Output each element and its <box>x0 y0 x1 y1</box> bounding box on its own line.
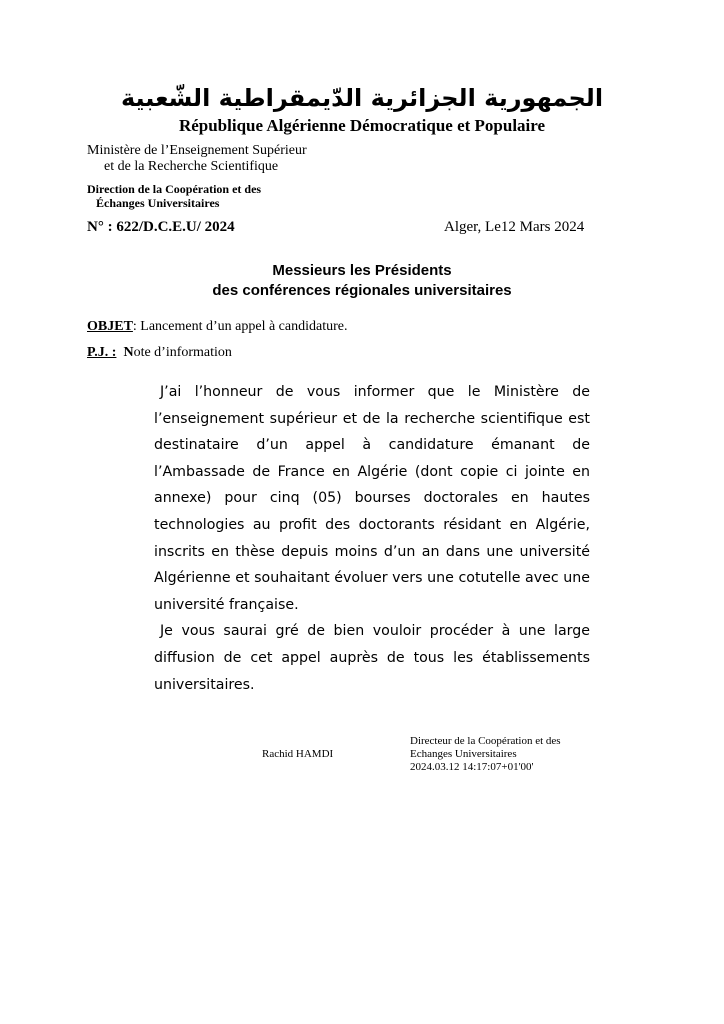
addressee-line-1: Messieurs les Présidents <box>272 262 452 279</box>
signer-name: Rachid HAMDI <box>262 748 334 760</box>
signature-line-2: Echanges Universitaires <box>410 748 517 760</box>
objet-line <box>87 319 347 335</box>
republic-title: République Algérienne Démocratique et Populaire <box>178 116 546 135</box>
reference-year: 2024 <box>200 219 235 235</box>
pj-line <box>87 345 232 361</box>
addressee-line-2: des conférences régionales universitaires <box>212 282 512 299</box>
body-paragraph-2: Je vous saurai gré de bien vouloir procéder à une large diffusion de cet appel auprès de tous les établissements universitaires. <box>154 623 590 693</box>
signature-timestamp: 2024.03.12 14:17:07+01'00' <box>410 761 534 773</box>
objet-text: : Lancement d’un appel à candidature. <box>132 319 348 334</box>
ministry-line-1: Ministère de l’Enseignement Supérieur <box>87 143 307 158</box>
pj-label: P.J. : <box>87 345 117 360</box>
body-paragraph-1: J’ai l’honneur de vous informer que le Ministère de l’enseignement supérieur et de la recherche scientifique est destinataire d’un appel à candidature émanant de l’Ambassade de France en Algérie (dont copie ci jointe en annexe) pour cinq (05) bourses doctorales en hautes technologies au profit des doctorants résidant en Algérie, inscrits en thèse depuis moins d’un an dans une université Algérienne et souhaitant évoluer vers une cotutelle avec une université française. <box>154 384 590 613</box>
direction-line-2: Échanges Universitaires <box>96 196 220 210</box>
pj-text: ote d’information <box>133 345 232 360</box>
direction-line-1: Direction de la Coopération et des <box>87 182 262 196</box>
objet-label: OBJET <box>87 319 133 334</box>
reference-number <box>87 219 235 236</box>
dateline: Alger, Le12 Mars 2024 <box>444 219 585 235</box>
reference-code: N° : 622/D.C.E.U/ <box>87 219 201 235</box>
letter-body <box>154 379 590 698</box>
pj-initial: N <box>123 345 134 360</box>
digital-signature-block <box>410 735 561 774</box>
ministry-line-2: et de la Recherche Scientifique <box>104 159 279 174</box>
arabic-title: الجمهورية الجزائرية الدّيمقراطية الشّعبية <box>120 84 604 112</box>
signature-line-1: Directeur de la Coopération et des <box>410 735 561 747</box>
